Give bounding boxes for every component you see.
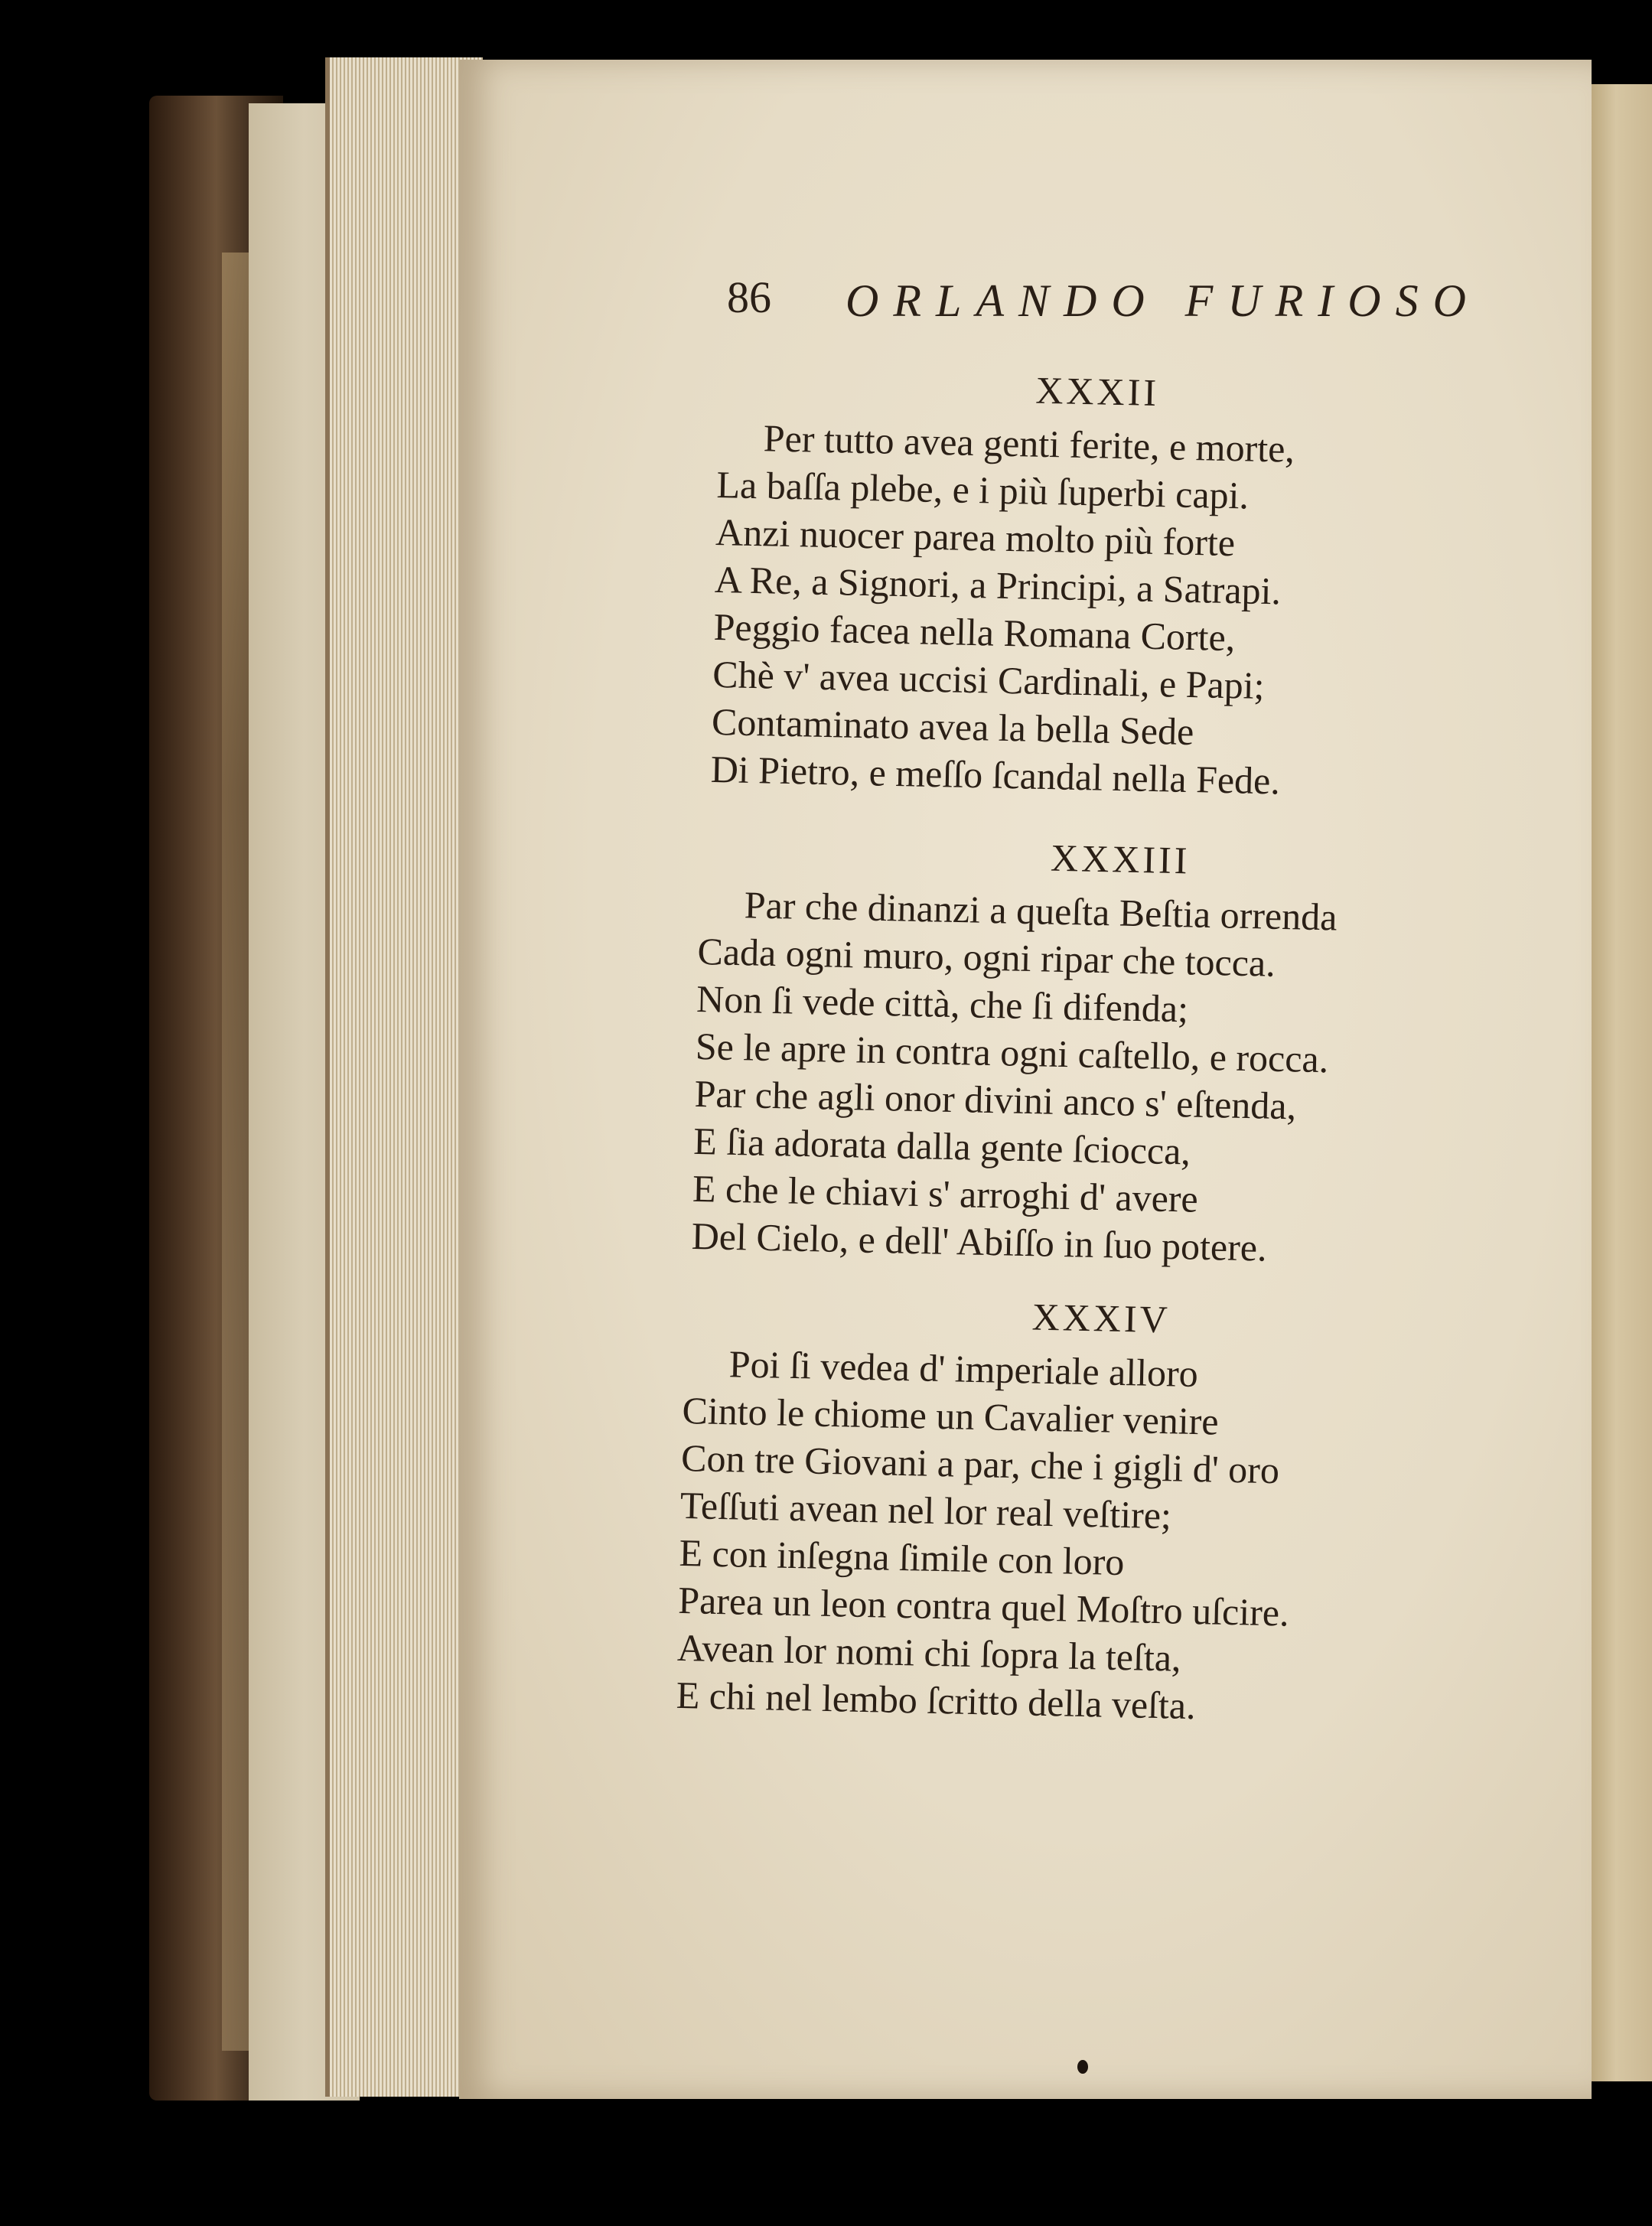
verse-line: E chi nel lembo ſcritto della veſta. (676, 1673, 1197, 1728)
verse-line: Anzi nuocer parea molto più forte (715, 510, 1236, 565)
verse-line: Avean lor nomi chi ſopra la teſta, (676, 1625, 1182, 1680)
ink-dot (1077, 2060, 1088, 2074)
stanza-number: XXXIII (1050, 836, 1191, 882)
verse-line: Per tutto avea genti ferite, e morte, (763, 416, 1295, 471)
verse-line: Se le apre in contra ogni caſtello, e rocca. (695, 1024, 1329, 1081)
verse-line: Par che agli onor divini anco s' eſtenda, (694, 1071, 1297, 1128)
verse-line: Peggio facea nella Romana Corte, (713, 605, 1236, 660)
verse-line: Chè v' avea uccisi Cardinali, e Papi; (712, 652, 1266, 708)
page-number: 86 (727, 272, 771, 322)
verse-line: E ſia adorata dalla gente ſciocca, (692, 1119, 1191, 1173)
verse-line: Del Cielo, e dell' Abiſſo in ſuo potere. (691, 1214, 1268, 1269)
verse-line: Teſſuti avean nel lor real veſtire; (679, 1483, 1172, 1537)
stanza (676, 1286, 1519, 1736)
verse-line: E che le chiavi s' arroghi d' avere (692, 1166, 1199, 1221)
verse-line: Parea un leon contra quel Moſtro uſcire. (677, 1578, 1290, 1634)
verse-line: E con inſegna ſimile con loro (679, 1530, 1125, 1584)
verse-line: La baſſa plebe, e i più ſuperbi capi. (716, 462, 1250, 517)
stanza (710, 360, 1546, 810)
verse-line: Con tre Giovani a par, che i gigli d' oro (680, 1436, 1280, 1492)
page-header (727, 272, 1515, 341)
verse-line: Cada ogni muro, ogni ripar che tocca. (697, 929, 1276, 985)
verse-line: Di Pietro, e meſſo ſcandal nella Fede. (710, 747, 1281, 803)
stanza-number: XXXIV (1031, 1295, 1171, 1341)
verse-line: Cinto le chiome un Cavalier venire (682, 1388, 1220, 1443)
verse-line: Non ſi vede città, che ſi difenda; (696, 976, 1189, 1031)
verse-line: Contaminato avea la bella Sede (711, 699, 1194, 754)
verse-line: A Re, a Signori, a Principi, a Satrapi. (714, 557, 1282, 613)
running-title: ORLANDO FURIOSO (846, 275, 1481, 326)
verse-line: Poi ſi vedea d' imperiale alloro (728, 1342, 1199, 1396)
stanza (691, 826, 1542, 1277)
stanza-number: XXXII (1035, 368, 1160, 415)
facing-page-edge (1592, 84, 1652, 2081)
verse-line: Par che dinanzi a queſta Beſtia orrenda (744, 883, 1338, 939)
